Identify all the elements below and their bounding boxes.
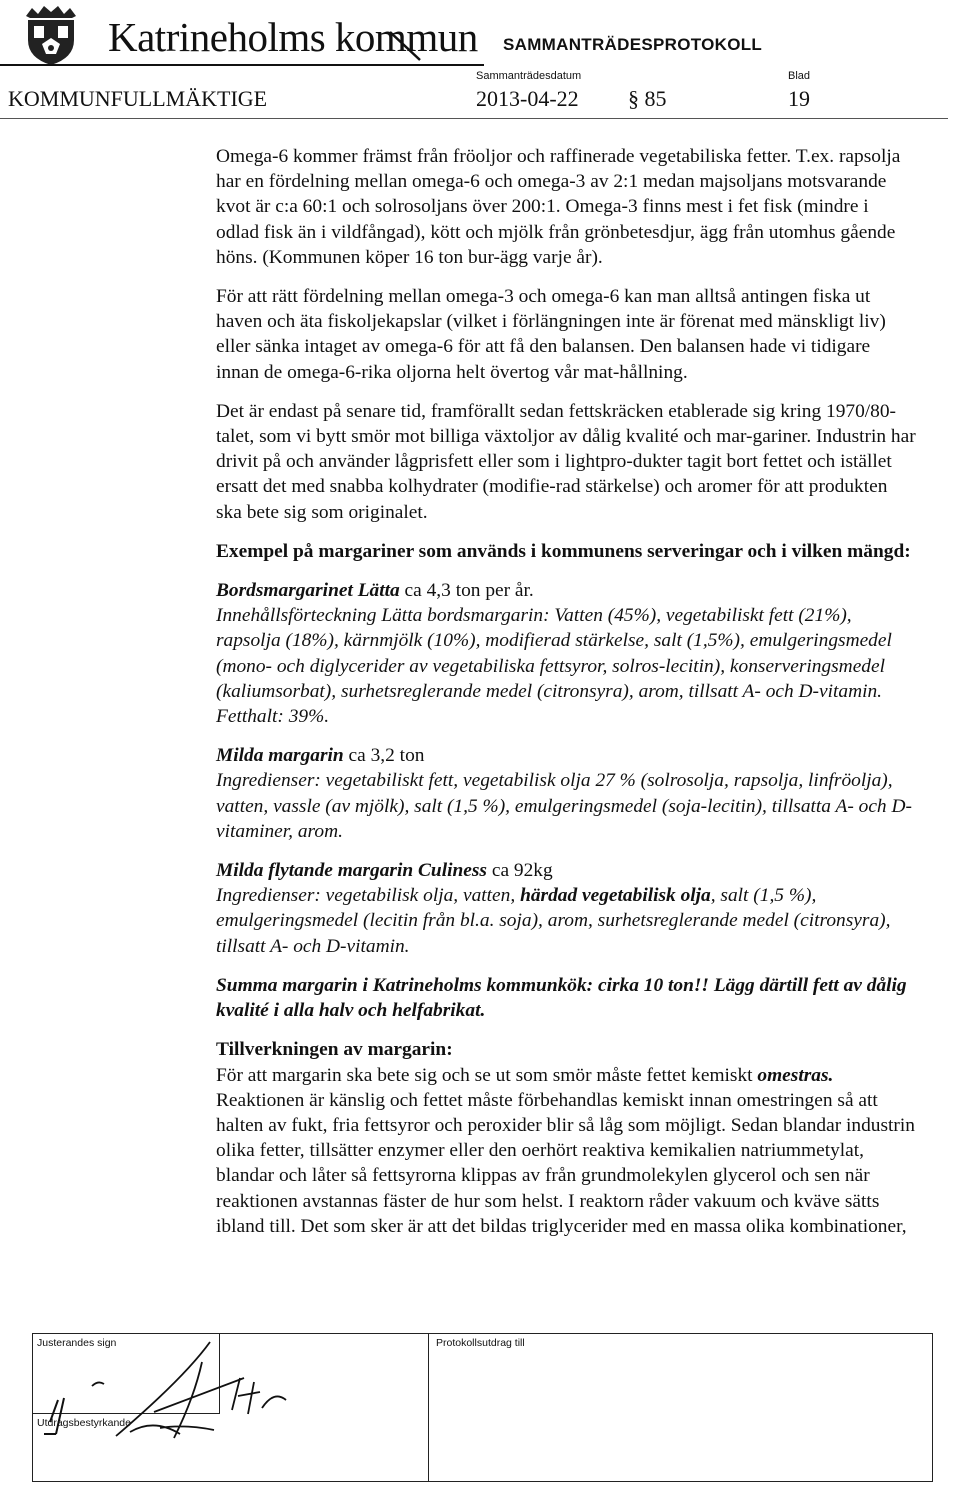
page-number: 19 (788, 86, 810, 111)
margarine-amount: ca 3,2 ton (343, 745, 425, 767)
margarine-entry-2 (216, 743, 916, 844)
protocol-body (216, 144, 916, 1253)
paragraph-balance: För att rätt fördelning mellan omega-3 och omega-6 kan man alltså antingen fiska ut haven och äta fiskoljekapslar (vilket i förlängningen inte är förenat med mänskligt liv) eller sänka intaget av omega-6 för att få den balansen. Den balansen hade vi tidigare innan de omega-6-rika oljorna helt övertog vår mat-hållning. (216, 286, 886, 383)
municipality-name: Katrineholms kommun (108, 14, 478, 60)
date-label: Sammanträdesdatum (476, 70, 582, 82)
header-rule (0, 118, 948, 119)
margarine-ingredients-rest: , salt (1,5 %), emulgeringsmedel (lecitin från bl.a. soja), arom, surhetsreglerande medel (citronsyra), tillsatt A- och D-vitamin. (216, 885, 891, 957)
summary-statement: Summa margarin i Katrineholms kommunkök: cirka 10 ton!! Lägg därtill fett av dålig kvalité i alla halv och helfabrikat. (216, 974, 907, 1022)
paragraph-history: Det är endast på senare tid, framförallt sedan fettskräcken etablerade sig kring 1970/80-talet, som vi bytt smör mot billiga växtoljor av dålig kvalité och mar-gariner. Industrin har drivit på och använder lågprisfett eller som i lightpro-dukter tagit bort fettet och istället ersatt det med snabba kolhydrater (modifie-rad stärkelse) och aromer för att produkten ska bete sig som originalet. (216, 400, 916, 523)
term-omestras: omestras. (757, 1064, 834, 1086)
margarine-ingredients: Innehållsförteckning Lätta bordsmargarin: Vatten (45%), vegetabiliskt fett (21%), rapsolja (18%), kärnmjölk (10%), modifierad stärkelse, salt (1,5%), emulgeringsmedel (mono- och diglycerider av vegetabiliska fettsyror, solros-lecitin), konserveringsmedel (kaliumsorbat), surhetsreglerande medel (citronsyra), arom, tillsatt A- och D-vitamin. Fetthalt: 39%. (216, 605, 892, 728)
utdragsbestyrkande-label: Utdragsbestyrkande (37, 1417, 131, 1429)
margarine-ingredients: Ingredienser: vegetabiliskt fett, vegetabilisk olja 27 % (solrosolja, rapsolja, linfröolja), vatten, vassle (av mjölk), salt (1,5 %), emulgeringsmedel (soja-lecitin), tillsatta A- och D-vitaminer, arom. (216, 770, 912, 842)
footer-divider (428, 1333, 429, 1482)
coat-of-arms-icon (20, 2, 82, 66)
document-title: SAMMANTRÄDESPROTOKOLL (503, 35, 763, 54)
margarine-name: Bordsmargarinet Lätta (216, 580, 400, 602)
protokollsutdrag-label: Protokollsutdrag till (436, 1337, 525, 1349)
page-label: Blad (788, 70, 811, 82)
heading-examples: Exempel på margariner som används i kommunens serveringar och i vilken mängd: (216, 540, 911, 562)
justerandes-sign-label: Justerandes sign (37, 1337, 117, 1349)
margarine-entry-1 (216, 578, 916, 729)
margarine-ingredients: Ingredienser: vegetabilisk olja, vatten, (216, 885, 521, 907)
margarine-entry-3 (216, 858, 916, 959)
manufacturing-section (216, 1037, 916, 1239)
manufacturing-text-rest: Reaktionen är känslig och fettet måste förbehandlas kemiskt innan omestringen så att halten av fukt, fria fettsyror och peroxider blir så låg som möjligt. Sedan blandar industrin olika fetter, tillsätter enzymer eller den oerhört reaktiva kemikalien natriummetylat, blandar och låter så fettsyrorna klippas av från grundmolekylen glycerol och sen när reaktionen avstannas fäster de hur som helst. I reaktorn råder vakuum och kväve sätts ibland till. Det som sker är att det bildas triglycerider med en massa olika kombinationer, (216, 1089, 915, 1237)
meeting-date: 2013-04-22 (476, 86, 579, 111)
margarine-amount: ca 92kg (486, 860, 553, 882)
header-rule-top (0, 64, 484, 66)
handwritten-signatures (34, 1338, 334, 1458)
paragraph-number: § 85 (628, 86, 667, 111)
logo-stroke-icon (386, 24, 426, 64)
manufacturing-text: För att margarin ska bete sig och se ut som smör måste fettet kemiskt (216, 1064, 758, 1086)
hardened-oil-emphasis: härdad vegetabilisk olja (520, 885, 711, 907)
margarine-name: Milda flytande margarin Culiness (216, 860, 487, 882)
heading-manufacturing: Tillverkningen av margarin: (216, 1039, 453, 1061)
assembly-name: KOMMUNFULLMÄKTIGE (8, 86, 268, 111)
margarine-amount: ca 4,3 ton per år. (399, 580, 534, 602)
margarine-name: Milda margarin (216, 745, 344, 767)
paragraph-omega6: Omega-6 kommer främst från fröoljor och raffinerade vegetabiliska fetter. T.ex. rapsolja har en fördelning mellan omega-6 och omega-3 av 2:1 medan majsoljans motsvarande kvot är c:a 60:1 och solrosoljans över 200:1. Omega-3 finns mest i fet fisk (mindre i odlad fisk än i vildfångad), kött och mjölk från grönbetesdjur, ägg från utomhus gående höns. (Kommunen köper 16 ton bur-ägg varje år). (216, 146, 901, 268)
